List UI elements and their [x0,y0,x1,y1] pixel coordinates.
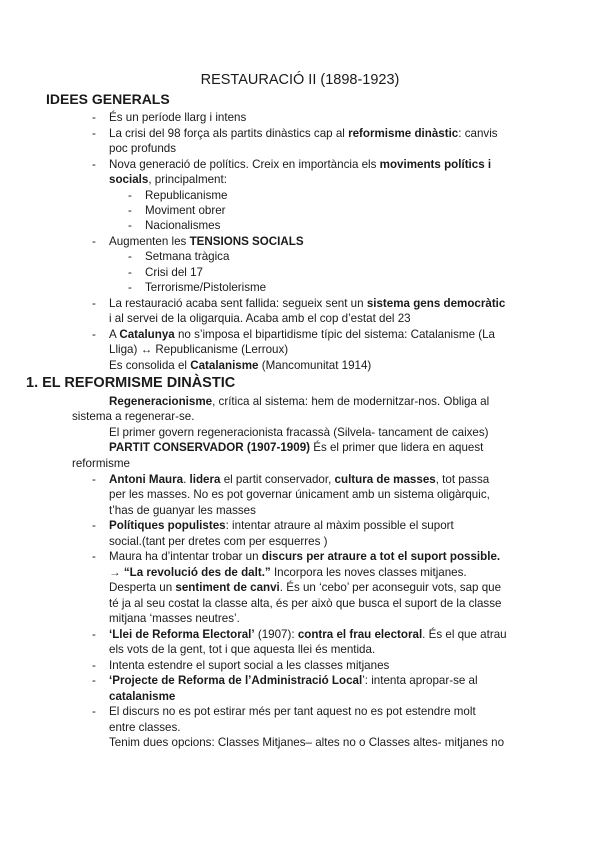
bullet-dash: - [92,235,96,248]
list-item: Nova generació de polítics. Creix en importància els moviments polítics i [109,158,492,171]
list-item: Augmenten les TENSIONS SOCIALS [109,235,304,248]
bullet-dash: - [128,189,132,202]
bullet-dash: - [92,158,96,171]
paragraph-line: reformisme [72,457,130,470]
bullet-dash: - [128,250,132,263]
list-item: És un període llarg i intens [109,111,247,124]
sub-list-item: Setmana tràgica [145,250,230,263]
list-item-cont: catalanisme [109,690,176,703]
bullet-dash: - [92,705,96,718]
list-item: A Catalunya no s’imposa el bipartidisme típic del sistema: Catalanisme (La [109,328,496,341]
bullet-dash: - [92,628,96,641]
bullet-dash: - [92,127,96,140]
sub-list-item: Nacionalismes [145,219,221,232]
bullet-dash: - [128,219,132,232]
list-item-cont: per les masses. No es pot governar únicament amb un sistema oligàrquic, [109,488,490,501]
list-item: La restauració acaba sent fallida: segueix sent un sistema gens democràtic [109,297,506,310]
list-item-cont: social.(tant per dretes com per esquerres ) [109,535,328,548]
list-item-cont: Desperta un sentiment de canvi. És un ‘cebo’ per aconseguir vots, sap que [109,581,502,594]
list-item-cont: té ja al seu costat la classe alta, és per això que busca el suport de la classe [109,597,502,610]
bullet-dash: - [92,550,96,563]
bullet-dash: - [92,111,96,124]
section-heading-reformisme: 1. EL REFORMISME DINÀSTIC [26,375,236,391]
list-item-cont: i al servei de la oligarquia. Acaba amb el cop d’estat del 23 [109,312,411,325]
list-item-cont: Lliga) ↔ Republicanisme (Lerroux) [109,343,289,356]
bullet-dash: - [92,328,96,341]
list-item: El discurs no es pot estirar més per tant aquest no es pot estendre molt [109,705,476,718]
list-item: Intenta estendre el suport social a les classes mitjanes [109,659,390,672]
paragraph-line: PARTIT CONSERVADOR (1907-1909) És el primer que lidera en aquest [109,441,484,454]
sub-list-item: Crisi del 17 [145,266,203,279]
paragraph-line: El primer govern regeneracionista fracassà (Silvela- tancament de caixes) [109,426,489,439]
list-item: ‘Llei de Reforma Electoral’ (1907): contra el frau electoral. És el que atrau [109,628,507,641]
paragraph-line: sistema a regenerar-se. [72,410,195,423]
bullet-dash: - [128,204,132,217]
list-item: ‘Projecte de Reforma de l’Administració Local’: intenta apropar-se al [109,674,478,687]
sub-list-item: Moviment obrer [145,204,226,217]
list-item-cont: poc profunds [109,142,177,155]
bullet-dash: - [128,266,132,279]
list-item-cont: socials, principalment: [109,173,227,186]
list-item-cont: mitjana ‘masses neutres’. [109,612,240,625]
bullet-dash: - [92,659,96,672]
bullet-dash: - [92,674,96,687]
list-item-cont: Es consolida el Catalanisme (Mancomunitat 1914) [109,359,372,372]
list-item: Maura ha d’intentar trobar un discurs per atraure a tot el suport possible. [109,550,501,563]
sub-list-item: Republicanisme [145,189,228,202]
list-item: Polítiques populistes: intentar atraure al màxim possible el suport [109,519,454,532]
bullet-dash: - [92,297,96,310]
list-item-cont: Tenim dues opcions: Classes Mitjanes– altes no o Classes altes- mitjanes no [109,736,505,749]
bullet-dash: - [128,281,132,294]
list-item: La crisi del 98 força als partits dinàstics cap al reformisme dinàstic: canvis [109,127,498,140]
page-title: RESTAURACIÓ II (1898-1923) [200,72,400,88]
list-item-cont: t’has de guanyar les masses [109,504,256,517]
list-item-cont: els vots de la gent, tot i que aquesta llei és mentida. [109,643,376,656]
sub-list-item: Terrorisme/Pistolerisme [145,281,267,294]
bullet-dash: - [92,519,96,532]
list-item-cont: → “La revolució des de dalt.” Incorpora les noves classes mitjanes. [109,566,467,579]
list-item-cont: entre classes. [109,721,181,734]
list-item: Antoni Maura. lidera el partit conservador, cultura de masses, tot passa [109,473,490,486]
bullet-dash: - [92,473,96,486]
section-heading-general: IDEES GENERALS [46,91,170,107]
paragraph-line: Regeneracionisme, crítica al sistema: hem de modernitzar-nos. Obliga al [109,395,490,408]
